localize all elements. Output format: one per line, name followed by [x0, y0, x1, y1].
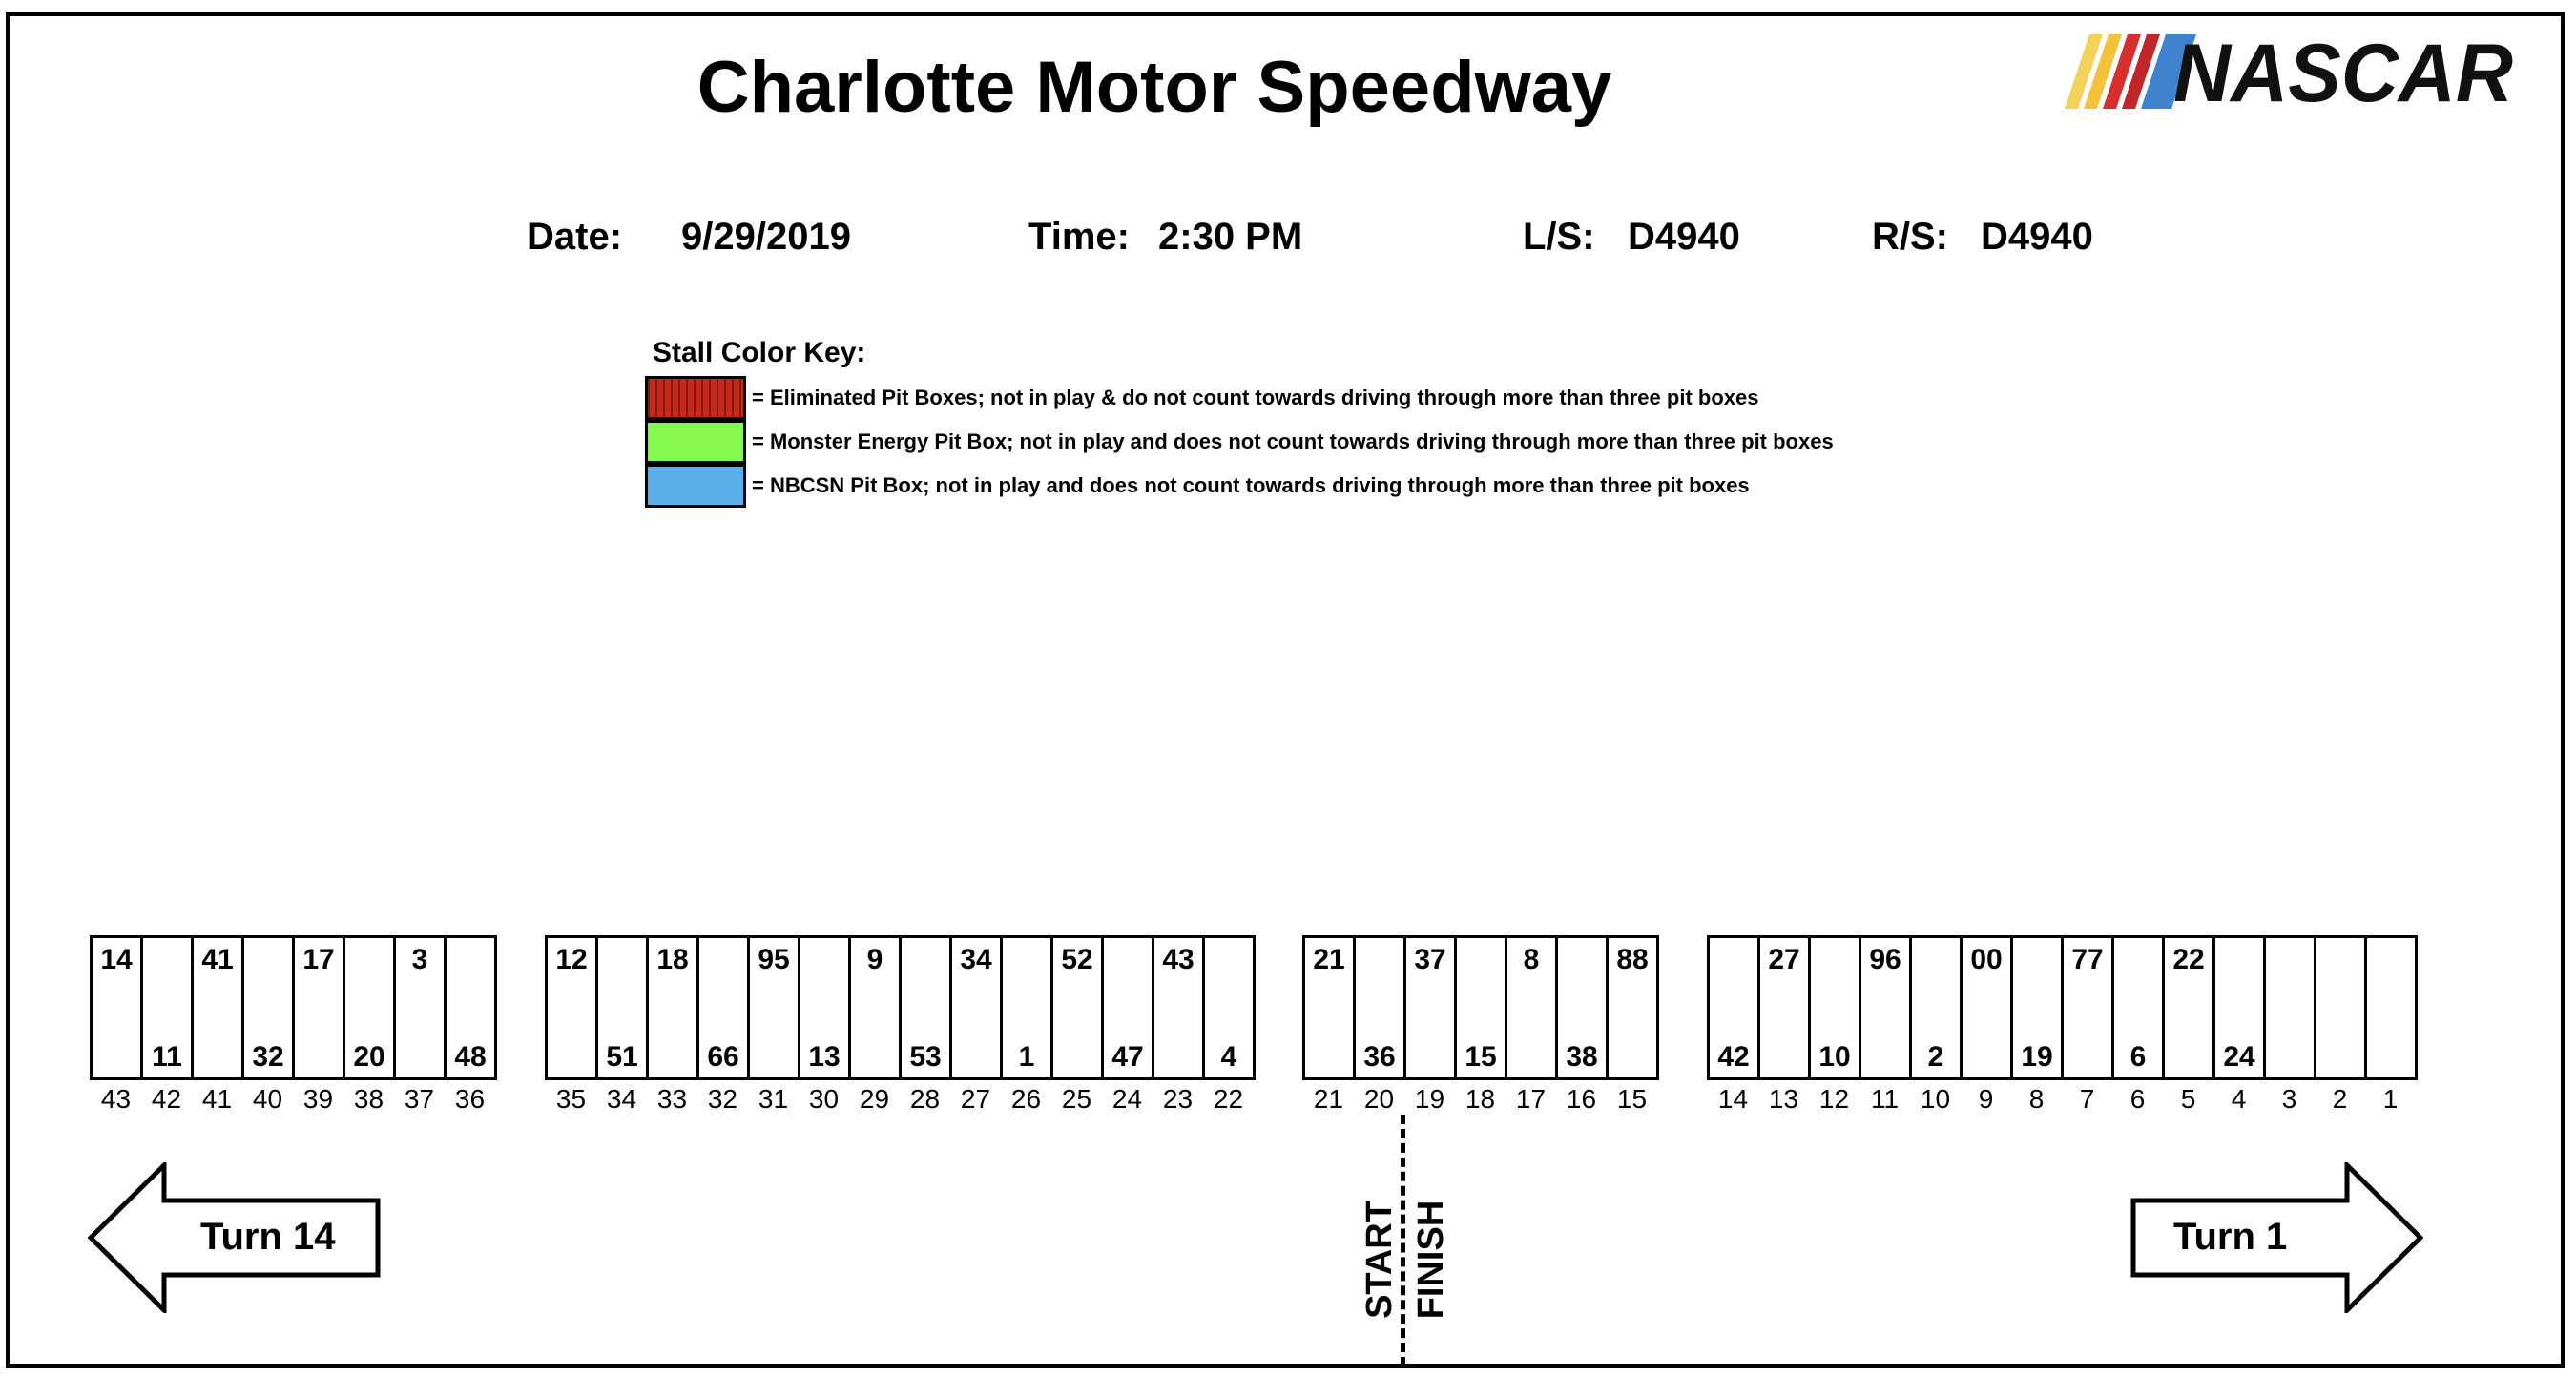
car-number: 21 — [1313, 944, 1345, 975]
time-value: 2:30 PM — [1158, 216, 1303, 258]
pit-stall — [1859, 935, 1912, 1080]
pit-stall — [848, 935, 902, 1080]
monster-energy-swatch — [645, 420, 746, 464]
nascar-logo — [2051, 27, 2528, 113]
car-number: 10 — [1818, 1041, 1851, 1073]
pit-stall — [2010, 935, 2064, 1080]
pit-stall — [1808, 935, 1861, 1080]
pit-stall — [343, 935, 396, 1080]
car-number: 17 — [302, 944, 335, 975]
car-number: 36 — [1363, 1041, 1396, 1073]
pit-stall — [1202, 935, 1256, 1080]
car-number: 8 — [1523, 944, 1540, 975]
stall-number: 20 — [1363, 1084, 1395, 1114]
stall-number: 14 — [1717, 1084, 1749, 1114]
car-number: 4 — [1220, 1041, 1237, 1073]
car-number: 34 — [960, 944, 992, 975]
stall-number: 18 — [1465, 1084, 1496, 1114]
car-number: 1 — [1018, 1041, 1035, 1073]
pit-stall — [696, 935, 750, 1080]
car-number: 19 — [2021, 1041, 2053, 1073]
stall-number: 25 — [1061, 1084, 1092, 1114]
nbcsn-swatch — [645, 464, 746, 508]
pit-stall — [1050, 935, 1104, 1080]
car-number: 43 — [1162, 944, 1195, 975]
pit-stall — [2212, 935, 2266, 1080]
car-number: 32 — [252, 1041, 284, 1073]
stall-number: 37 — [404, 1084, 435, 1114]
stall-number: 28 — [909, 1084, 941, 1114]
car-number: 41 — [201, 944, 234, 975]
pit-stall — [1152, 935, 1205, 1080]
pit-stall — [241, 935, 295, 1080]
pit-stall — [2314, 935, 2367, 1080]
pit-stall — [1707, 935, 1760, 1080]
car-number: 14 — [100, 944, 133, 975]
stall-number: 6 — [2129, 1084, 2146, 1114]
date-label: Date: — [527, 216, 623, 258]
stall-number: 42 — [151, 1084, 182, 1114]
rs-label: R/S: — [1872, 216, 1948, 258]
stall-number: 24 — [1111, 1084, 1143, 1114]
ls-label: L/S: — [1523, 216, 1595, 258]
car-number: 13 — [808, 1041, 841, 1073]
stall-number: 23 — [1162, 1084, 1194, 1114]
car-number: 77 — [2071, 944, 2104, 975]
pit-stall — [292, 935, 345, 1080]
stall-number: 32 — [707, 1084, 738, 1114]
car-number: 15 — [1465, 1041, 1497, 1073]
pit-stall — [747, 935, 800, 1080]
car-number: 2 — [1927, 1041, 1944, 1073]
pit-stall — [1302, 935, 1356, 1080]
stall-number: 7 — [2079, 1084, 2095, 1114]
pit-stall — [1960, 935, 2013, 1080]
car-number: 11 — [152, 1041, 182, 1073]
pit-stall — [2111, 935, 2165, 1080]
car-number: 00 — [1970, 944, 2003, 975]
stall-number: 38 — [353, 1084, 384, 1114]
eliminated-swatch — [645, 376, 746, 420]
stall-number: 39 — [302, 1084, 334, 1114]
stall-number: 34 — [606, 1084, 637, 1114]
car-number: 12 — [555, 944, 588, 975]
pit-stall — [1555, 935, 1609, 1080]
car-number: 51 — [606, 1041, 638, 1073]
pit-stall — [2162, 935, 2215, 1080]
pit-stall — [646, 935, 699, 1080]
car-number: 3 — [411, 944, 428, 975]
pit-stall — [1101, 935, 1154, 1080]
pit-stall — [1909, 935, 1963, 1080]
stall-number: 13 — [1768, 1084, 1799, 1114]
pit-stall — [2061, 935, 2114, 1080]
car-number: 42 — [1717, 1041, 1750, 1073]
pit-stall — [1505, 935, 1558, 1080]
car-number: 48 — [454, 1041, 487, 1073]
finish-label: FINISH — [1411, 1200, 1451, 1320]
stall-number: 36 — [454, 1084, 486, 1114]
stall-color-key-title: Stall Color Key: — [653, 337, 866, 368]
car-number: 47 — [1111, 1041, 1144, 1073]
stall-number: 5 — [2180, 1084, 2196, 1114]
car-number: 96 — [1869, 944, 1901, 975]
stall-number: 31 — [758, 1084, 789, 1114]
turn-14-label: Turn 14 — [200, 1216, 336, 1258]
stall-number: 1 — [2382, 1084, 2399, 1114]
pit-stall — [595, 935, 649, 1080]
pit-stall — [1403, 935, 1457, 1080]
car-number: 6 — [2129, 1041, 2147, 1073]
stall-number: 33 — [656, 1084, 688, 1114]
stall-number: 26 — [1010, 1084, 1042, 1114]
car-number: 66 — [707, 1041, 739, 1073]
car-number: 88 — [1616, 944, 1649, 975]
stall-number: 16 — [1566, 1084, 1597, 1114]
pit-stall — [1757, 935, 1811, 1080]
car-number: 24 — [2223, 1041, 2255, 1073]
pit-stall — [444, 935, 497, 1080]
pit-stall — [191, 935, 244, 1080]
ls-value: D4940 — [1628, 216, 1740, 258]
stall-number: 30 — [808, 1084, 840, 1114]
stall-number: 43 — [100, 1084, 132, 1114]
time-label: Time: — [1028, 216, 1130, 258]
stall-number: 11 — [1870, 1084, 1900, 1114]
pit-stall — [1353, 935, 1406, 1080]
car-number: 38 — [1566, 1041, 1598, 1073]
pit-stall — [2263, 935, 2316, 1080]
pit-stall — [393, 935, 447, 1080]
turn-1-label: Turn 1 — [2173, 1216, 2288, 1258]
car-number: 27 — [1768, 944, 1800, 975]
car-number: 37 — [1414, 944, 1446, 975]
stall-number: 12 — [1818, 1084, 1850, 1114]
stall-number: 4 — [2231, 1084, 2247, 1114]
stall-number: 2 — [2332, 1084, 2348, 1114]
stall-number: 41 — [201, 1084, 233, 1114]
pit-stall — [899, 935, 952, 1080]
car-number: 20 — [353, 1041, 385, 1073]
pit-stall — [545, 935, 598, 1080]
key-text-eliminated: = Eliminated Pit Boxes; not in play & do not count towards driving through more than three pit boxes — [752, 386, 1759, 409]
key-text-monster-energy: = Monster Energy Pit Box; not in play and does not count towards driving through more than three pit boxes — [752, 429, 1834, 453]
stall-number: 9 — [1978, 1084, 1994, 1114]
page-title: Charlotte Motor Speedway — [696, 47, 1612, 128]
stall-number: 17 — [1515, 1084, 1547, 1114]
pit-stall — [1606, 935, 1659, 1080]
key-text-nbcsn: = NBCSN Pit Box; not in play and does not count towards driving through more than three pit boxes — [752, 473, 1750, 497]
stall-number: 22 — [1213, 1084, 1244, 1114]
stall-number: 3 — [2281, 1084, 2297, 1114]
stall-number: 35 — [555, 1084, 587, 1114]
stall-number: 15 — [1616, 1084, 1648, 1114]
car-number: 22 — [2172, 944, 2205, 975]
rs-value: D4940 — [1981, 216, 2093, 258]
pit-stall — [1454, 935, 1507, 1080]
stall-number: 21 — [1313, 1084, 1344, 1114]
start-label: START — [1360, 1201, 1400, 1319]
svg-text:NASCAR: NASCAR — [2173, 28, 2513, 113]
pit-stall — [140, 935, 194, 1080]
car-number: 18 — [656, 944, 689, 975]
car-number: 53 — [909, 1041, 942, 1073]
start-finish-line — [1401, 1115, 1405, 1367]
car-number: 9 — [866, 944, 883, 975]
pit-stall — [949, 935, 1003, 1080]
pit-stall — [90, 935, 143, 1080]
pit-stall — [1000, 935, 1053, 1080]
stall-number: 27 — [960, 1084, 991, 1114]
stall-number: 40 — [252, 1084, 283, 1114]
car-number: 95 — [758, 944, 790, 975]
date-value: 9/29/2019 — [681, 216, 851, 258]
stall-number: 29 — [859, 1084, 890, 1114]
pit-stall — [798, 935, 851, 1080]
stall-number: 8 — [2028, 1084, 2045, 1114]
pit-stall — [2364, 935, 2418, 1080]
stall-number: 10 — [1920, 1084, 1951, 1114]
car-number: 52 — [1061, 944, 1093, 975]
stall-number: 19 — [1414, 1084, 1445, 1114]
